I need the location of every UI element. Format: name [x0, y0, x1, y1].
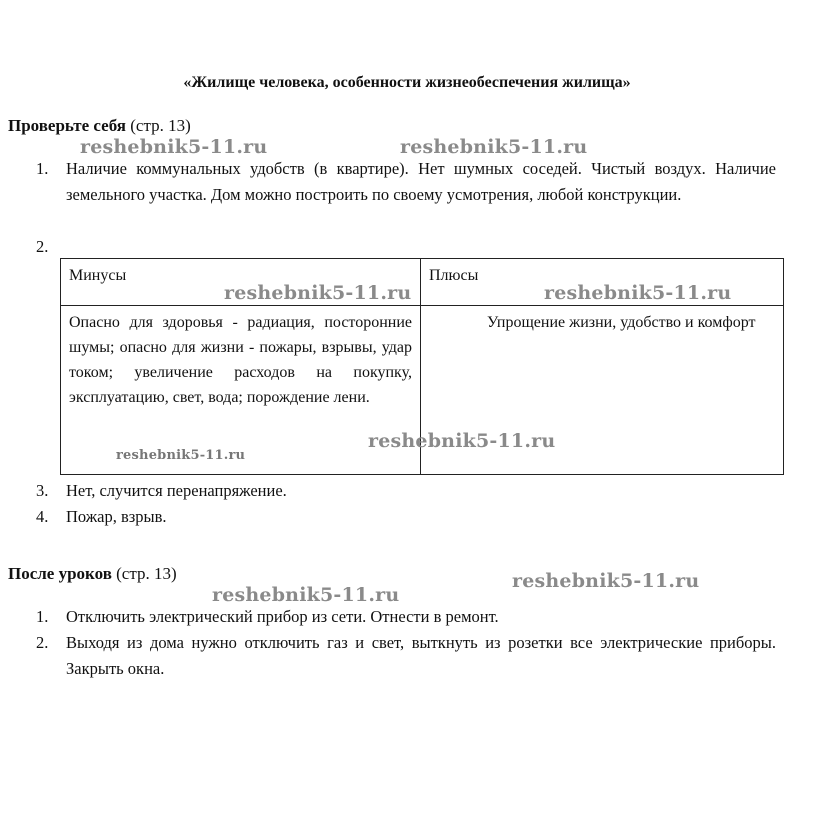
check-section-heading [8, 116, 191, 136]
watermark: reshebnik5-11.ru [80, 136, 268, 158]
list-item: 3. Нет, случится перенапряжение. [36, 481, 287, 500]
column-header-minus: Минусы [61, 259, 421, 306]
list-item: 4. Пожар, взрыв. [36, 507, 167, 526]
list-item: 1. Наличие коммунальных удобств (в квартире). Нет шумных соседей. Чистый воздух. Наличие земельного участка. Дом можно построить по своему усмотрения, любой конструкции. [36, 159, 776, 204]
document-title: «Жилище человека, особенности жизнеобеспечения жилища» [183, 74, 631, 91]
list-item: 2. Выходя из дома нужно отключить газ и свет, выткнуть из розетки все электрические приборы. Закрыть окна. [36, 633, 776, 678]
watermark: reshebnik5-11.ru [116, 448, 246, 463]
watermark: reshebnik5-11.ru [224, 282, 412, 304]
column-header-plus: Плюсы [421, 259, 784, 306]
check-heading: Проверьте себя [8, 116, 126, 135]
watermark: reshebnik5-11.ru [400, 136, 588, 158]
check-page-ref: (стр. 13) [130, 116, 191, 135]
after-section-heading [8, 564, 177, 584]
watermark: reshebnik5-11.ru [368, 430, 556, 452]
watermark: reshebnik5-11.ru [544, 282, 732, 304]
after-heading: После уроков [8, 564, 112, 583]
list-item: 1. Отключить электрический прибор из сети. Отнести в ремонт. [36, 607, 499, 626]
after-page-ref: (стр. 13) [116, 564, 177, 583]
minus-cell: Опасно для здоровья - радиация, посторонние шумы; опасно для жизни - пожары, взрывы, удар током; увеличение расходов на покупку, эксплуатацию, свет, вода; порождение лени. [61, 306, 421, 475]
watermark: reshebnik5-11.ru [512, 570, 700, 592]
watermark: reshebnik5-11.ru [212, 584, 400, 606]
plus-cell: Упрощение жизни, удобство и комфорт [421, 306, 784, 475]
